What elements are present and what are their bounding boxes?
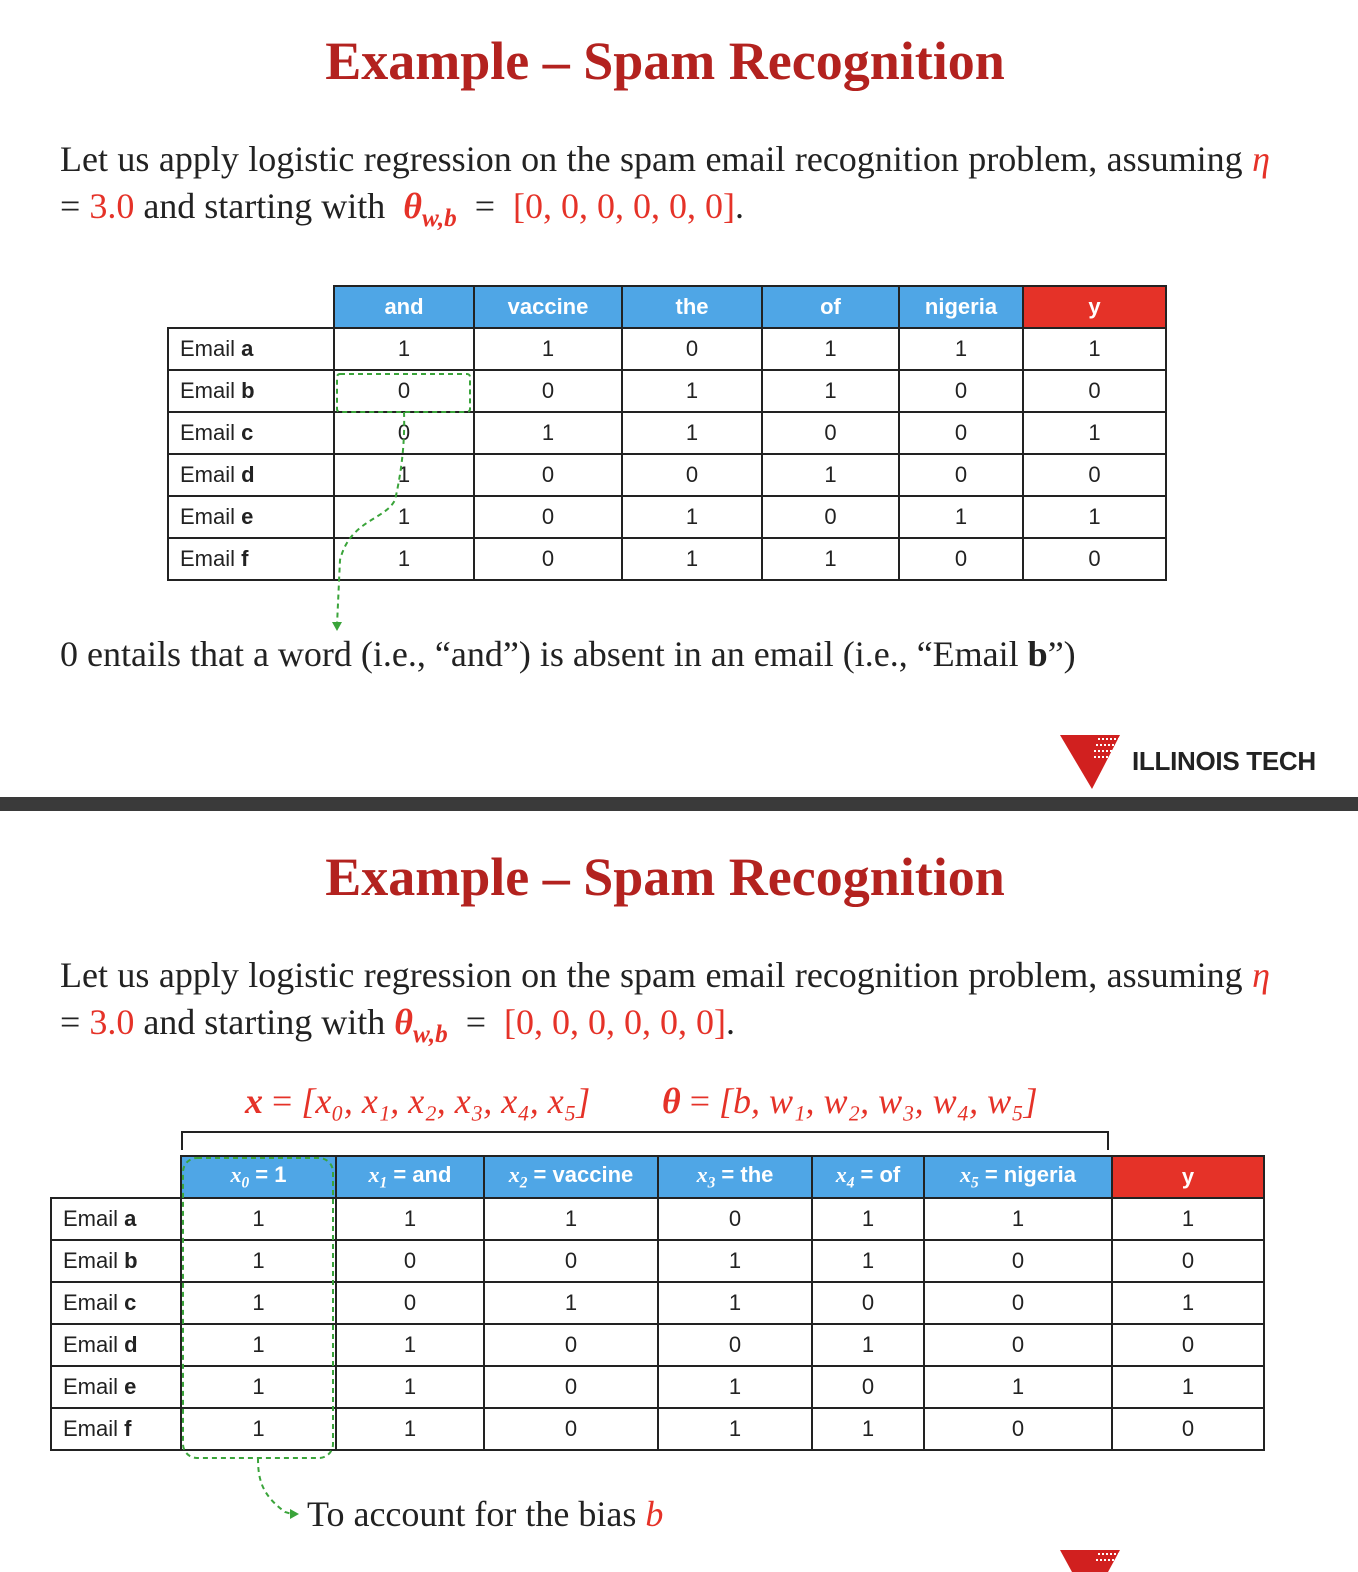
eta-value: 3.0 (89, 186, 135, 226)
row-label-id: b (241, 378, 255, 403)
table-cell: 1 (181, 1366, 336, 1408)
table-cell: 0 (474, 454, 622, 496)
and-starting-text: and starting with (143, 186, 386, 226)
table-cell: 0 (762, 412, 899, 454)
eta-symbol: η (1252, 955, 1270, 995)
row-label-id: d (124, 1332, 138, 1357)
table-cell: 1 (181, 1324, 336, 1366)
table-cell: 0 (899, 538, 1023, 580)
table-cell: 0 (622, 328, 762, 370)
table-cell: 0 (899, 370, 1023, 412)
table-cell: 0 (812, 1366, 924, 1408)
table-cell: 1 (762, 538, 899, 580)
highlight-box (337, 374, 470, 412)
col-var-sub: 4 (846, 1174, 855, 1192)
table-cell: 1 (899, 496, 1023, 538)
annotation-bold: b (1027, 634, 1048, 674)
table-cell: 1 (1112, 1282, 1264, 1324)
row-label-id: b (124, 1248, 138, 1273)
col-label: = and (387, 1161, 452, 1187)
col-header: the (622, 286, 762, 328)
table-cell: 0 (899, 454, 1023, 496)
x-vector-value: [x₀, x₁, x₂, x₃, x₄, x₅] (301, 1081, 591, 1121)
col-var: x (508, 1161, 520, 1187)
table-cell: 0 (812, 1282, 924, 1324)
table-cell: 1 (334, 538, 474, 580)
col-var: x (696, 1161, 708, 1187)
period: . (726, 1002, 736, 1042)
table-cell: 1 (181, 1240, 336, 1282)
theta-vector-symbol: θ (662, 1081, 681, 1121)
table-cell: 0 (1112, 1240, 1264, 1282)
table-cell: 1 (658, 1366, 812, 1408)
eta-value: 3.0 (89, 1002, 135, 1042)
col-var-sub: 3 (707, 1174, 716, 1192)
col-var: x (368, 1161, 380, 1187)
table-cell: 1 (474, 328, 622, 370)
table-cell: 1 (812, 1408, 924, 1450)
table-cell: 0 (924, 1324, 1112, 1366)
col-var-sub: 2 (519, 1174, 528, 1192)
table-cell: 0 (924, 1408, 1112, 1450)
table-cell: 1 (474, 412, 622, 454)
table-cell: 1 (334, 496, 474, 538)
eta-symbol: η (1252, 139, 1270, 179)
col-label: = 1 (249, 1161, 287, 1187)
intro-text: Let us apply logistic regression on the spam email recognition problem, assuming (60, 955, 1243, 995)
row-label-id: f (241, 546, 249, 571)
slide2-annotation (307, 1493, 663, 1535)
row-label-id: a (124, 1206, 137, 1231)
annotation-connector (258, 1458, 292, 1514)
table-cell: 1 (484, 1282, 658, 1324)
table-cell: 1 (622, 538, 762, 580)
table-cell: 0 (336, 1282, 484, 1324)
table-cell: 1 (181, 1408, 336, 1450)
col-label: = the (715, 1161, 774, 1187)
table-cell: 0 (474, 538, 622, 580)
table-cell: 0 (762, 496, 899, 538)
theta-vector-definition: θ = [b, w₁, w₂, w₃, w₄, w₅] (662, 1081, 1038, 1121)
arrowhead-icon (290, 1509, 299, 1519)
col-var: x (960, 1161, 972, 1187)
annotation-text-end: ”) (1047, 634, 1076, 674)
bias-variable: b (645, 1494, 664, 1534)
row-label-prefix: Email (180, 420, 242, 445)
illinois-tech-logo-text: ILLINOIS TECH (1132, 746, 1316, 776)
table-cell: 1 (622, 412, 762, 454)
table-cell: 1 (334, 328, 474, 370)
row-label-id: c (124, 1290, 137, 1315)
theta-symbol: θ (403, 186, 422, 226)
row-label-prefix: Email (63, 1374, 125, 1399)
table-cell: 1 (924, 1198, 1112, 1240)
row-label-id: f (124, 1416, 132, 1441)
equals-sign: = (60, 1002, 81, 1042)
row-label-id: c (241, 420, 254, 445)
slide2-annotation-svg (0, 1150, 1358, 1572)
slide2-intro (60, 952, 1270, 1058)
table-cell: 1 (336, 1198, 484, 1240)
period: . (735, 186, 745, 226)
table-cell: 0 (1023, 538, 1166, 580)
col-header: vaccine (474, 286, 622, 328)
row-label-prefix: Email (180, 378, 242, 403)
table-cell: 0 (484, 1366, 658, 1408)
row-label-prefix: Email (63, 1248, 125, 1273)
table-cell: 1 (1112, 1198, 1264, 1240)
and-starting-text: and starting with (143, 1002, 386, 1042)
table-cell: 0 (658, 1198, 812, 1240)
col-var-sub: 5 (971, 1174, 979, 1192)
equals-sign: = (465, 1002, 487, 1042)
table-cell: 0 (334, 412, 474, 454)
table-cell: 0 (484, 1408, 658, 1450)
table-cell: 1 (334, 454, 474, 496)
x-vector-symbol: x (245, 1081, 263, 1121)
table-cell: 1 (658, 1240, 812, 1282)
col-header: of (762, 286, 899, 328)
theta-symbol: θ (394, 1002, 413, 1042)
table-cell: 1 (336, 1324, 484, 1366)
table-cell: 1 (762, 328, 899, 370)
table-cell: 0 (484, 1240, 658, 1282)
table-cell: 1 (899, 328, 1023, 370)
x-vector-definition: x = [x₀, x₁, x₂, x₃, x₄, x₅] (245, 1081, 591, 1121)
table-cell: 1 (336, 1366, 484, 1408)
table-cell: 1 (812, 1198, 924, 1240)
table-cell: 1 (622, 370, 762, 412)
row-label-id: d (241, 462, 255, 487)
table-cell: 1 (1023, 328, 1166, 370)
col-label: = of (854, 1161, 901, 1187)
theta-value: [0, 0, 0, 0, 0, 0] (504, 1002, 727, 1042)
row-label-prefix: Email (180, 546, 242, 571)
row-label-id: e (241, 504, 254, 529)
table-cell: 1 (812, 1324, 924, 1366)
table-cell: 0 (1023, 454, 1166, 496)
table-cell: 0 (334, 370, 474, 412)
table-cell: 0 (924, 1240, 1112, 1282)
equals-sign: = (474, 186, 496, 226)
table-cell: 1 (812, 1240, 924, 1282)
table-cell: 1 (762, 370, 899, 412)
arrowhead-icon (332, 622, 342, 631)
row-label-prefix: Email (63, 1332, 125, 1357)
table-cell: 1 (658, 1408, 812, 1450)
table-cell: 1 (1112, 1366, 1264, 1408)
theta-vector-value: [b, w₁, w₂, w₃, w₄, w₅] (719, 1081, 1038, 1121)
col-header: nigeria (899, 286, 1023, 328)
annotation-connector (337, 412, 404, 625)
row-label-prefix: Email (180, 504, 242, 529)
bracket (182, 1132, 1108, 1150)
table-cell: 1 (181, 1282, 336, 1324)
row-label-prefix: Email (180, 462, 242, 487)
table-cell: 0 (924, 1282, 1112, 1324)
table-cell: 1 (1023, 412, 1166, 454)
table-cell: 0 (474, 496, 622, 538)
slide1-annotation (60, 633, 1076, 675)
table-cell: 1 (1023, 496, 1166, 538)
theta-value: [0, 0, 0, 0, 0, 0] (513, 186, 736, 226)
col-var-sub: 0 (241, 1174, 250, 1192)
row-label-prefix: Email (63, 1290, 125, 1315)
col-label: y (1181, 1164, 1195, 1189)
table-cell: 1 (762, 454, 899, 496)
table-cell: 0 (1112, 1408, 1264, 1450)
table-cell: 0 (336, 1240, 484, 1282)
theta-subscript: w,b (412, 1021, 448, 1049)
col-label: = nigeria (978, 1161, 1076, 1187)
theta-subscript: w,b (421, 205, 457, 233)
row-label-prefix: Email (63, 1206, 125, 1231)
table-cell: 1 (924, 1366, 1112, 1408)
table-cell: 0 (484, 1324, 658, 1366)
illinois-tech-logo-icon (1058, 733, 1128, 791)
table-cell: 1 (484, 1198, 658, 1240)
slide1-title: Example – Spam Recognition (325, 31, 1005, 91)
annotation-text: 0 entails that a word (i.e., “and”) is absent in an email (i.e., “Email (60, 634, 1028, 674)
table-cell: 0 (622, 454, 762, 496)
col-var: x (230, 1161, 242, 1187)
table-cell: 1 (622, 496, 762, 538)
table-cell: 1 (658, 1282, 812, 1324)
row-label-prefix: Email (63, 1416, 125, 1441)
equals-sign: = (60, 186, 81, 226)
table-cell: 0 (658, 1324, 812, 1366)
row-label-id: e (124, 1374, 137, 1399)
row-label-id: a (241, 336, 254, 361)
table-cell: 0 (474, 370, 622, 412)
col-label: = vaccine (527, 1161, 634, 1187)
table-cell: 1 (336, 1408, 484, 1450)
table-cell: 0 (899, 412, 1023, 454)
slide-divider (0, 797, 1358, 811)
annotation-text: To account for the bias (307, 1494, 637, 1534)
row-label-prefix: Email (180, 336, 242, 361)
col-header-y: y (1023, 286, 1166, 328)
table-cell: 0 (1112, 1324, 1264, 1366)
intro-text: Let us apply logistic regression on the spam email recognition problem, assuming (60, 139, 1243, 179)
slide2-title: Example – Spam Recognition (325, 847, 1005, 907)
bias-column-highlight (183, 1158, 333, 1458)
col-var: x (835, 1161, 847, 1187)
illinois-tech-logo-icon-partial (1058, 1548, 1128, 1572)
table-cell: 0 (1023, 370, 1166, 412)
table-cell: 1 (181, 1198, 336, 1240)
col-header: and (334, 286, 474, 328)
col-var-sub: 1 (379, 1174, 388, 1192)
